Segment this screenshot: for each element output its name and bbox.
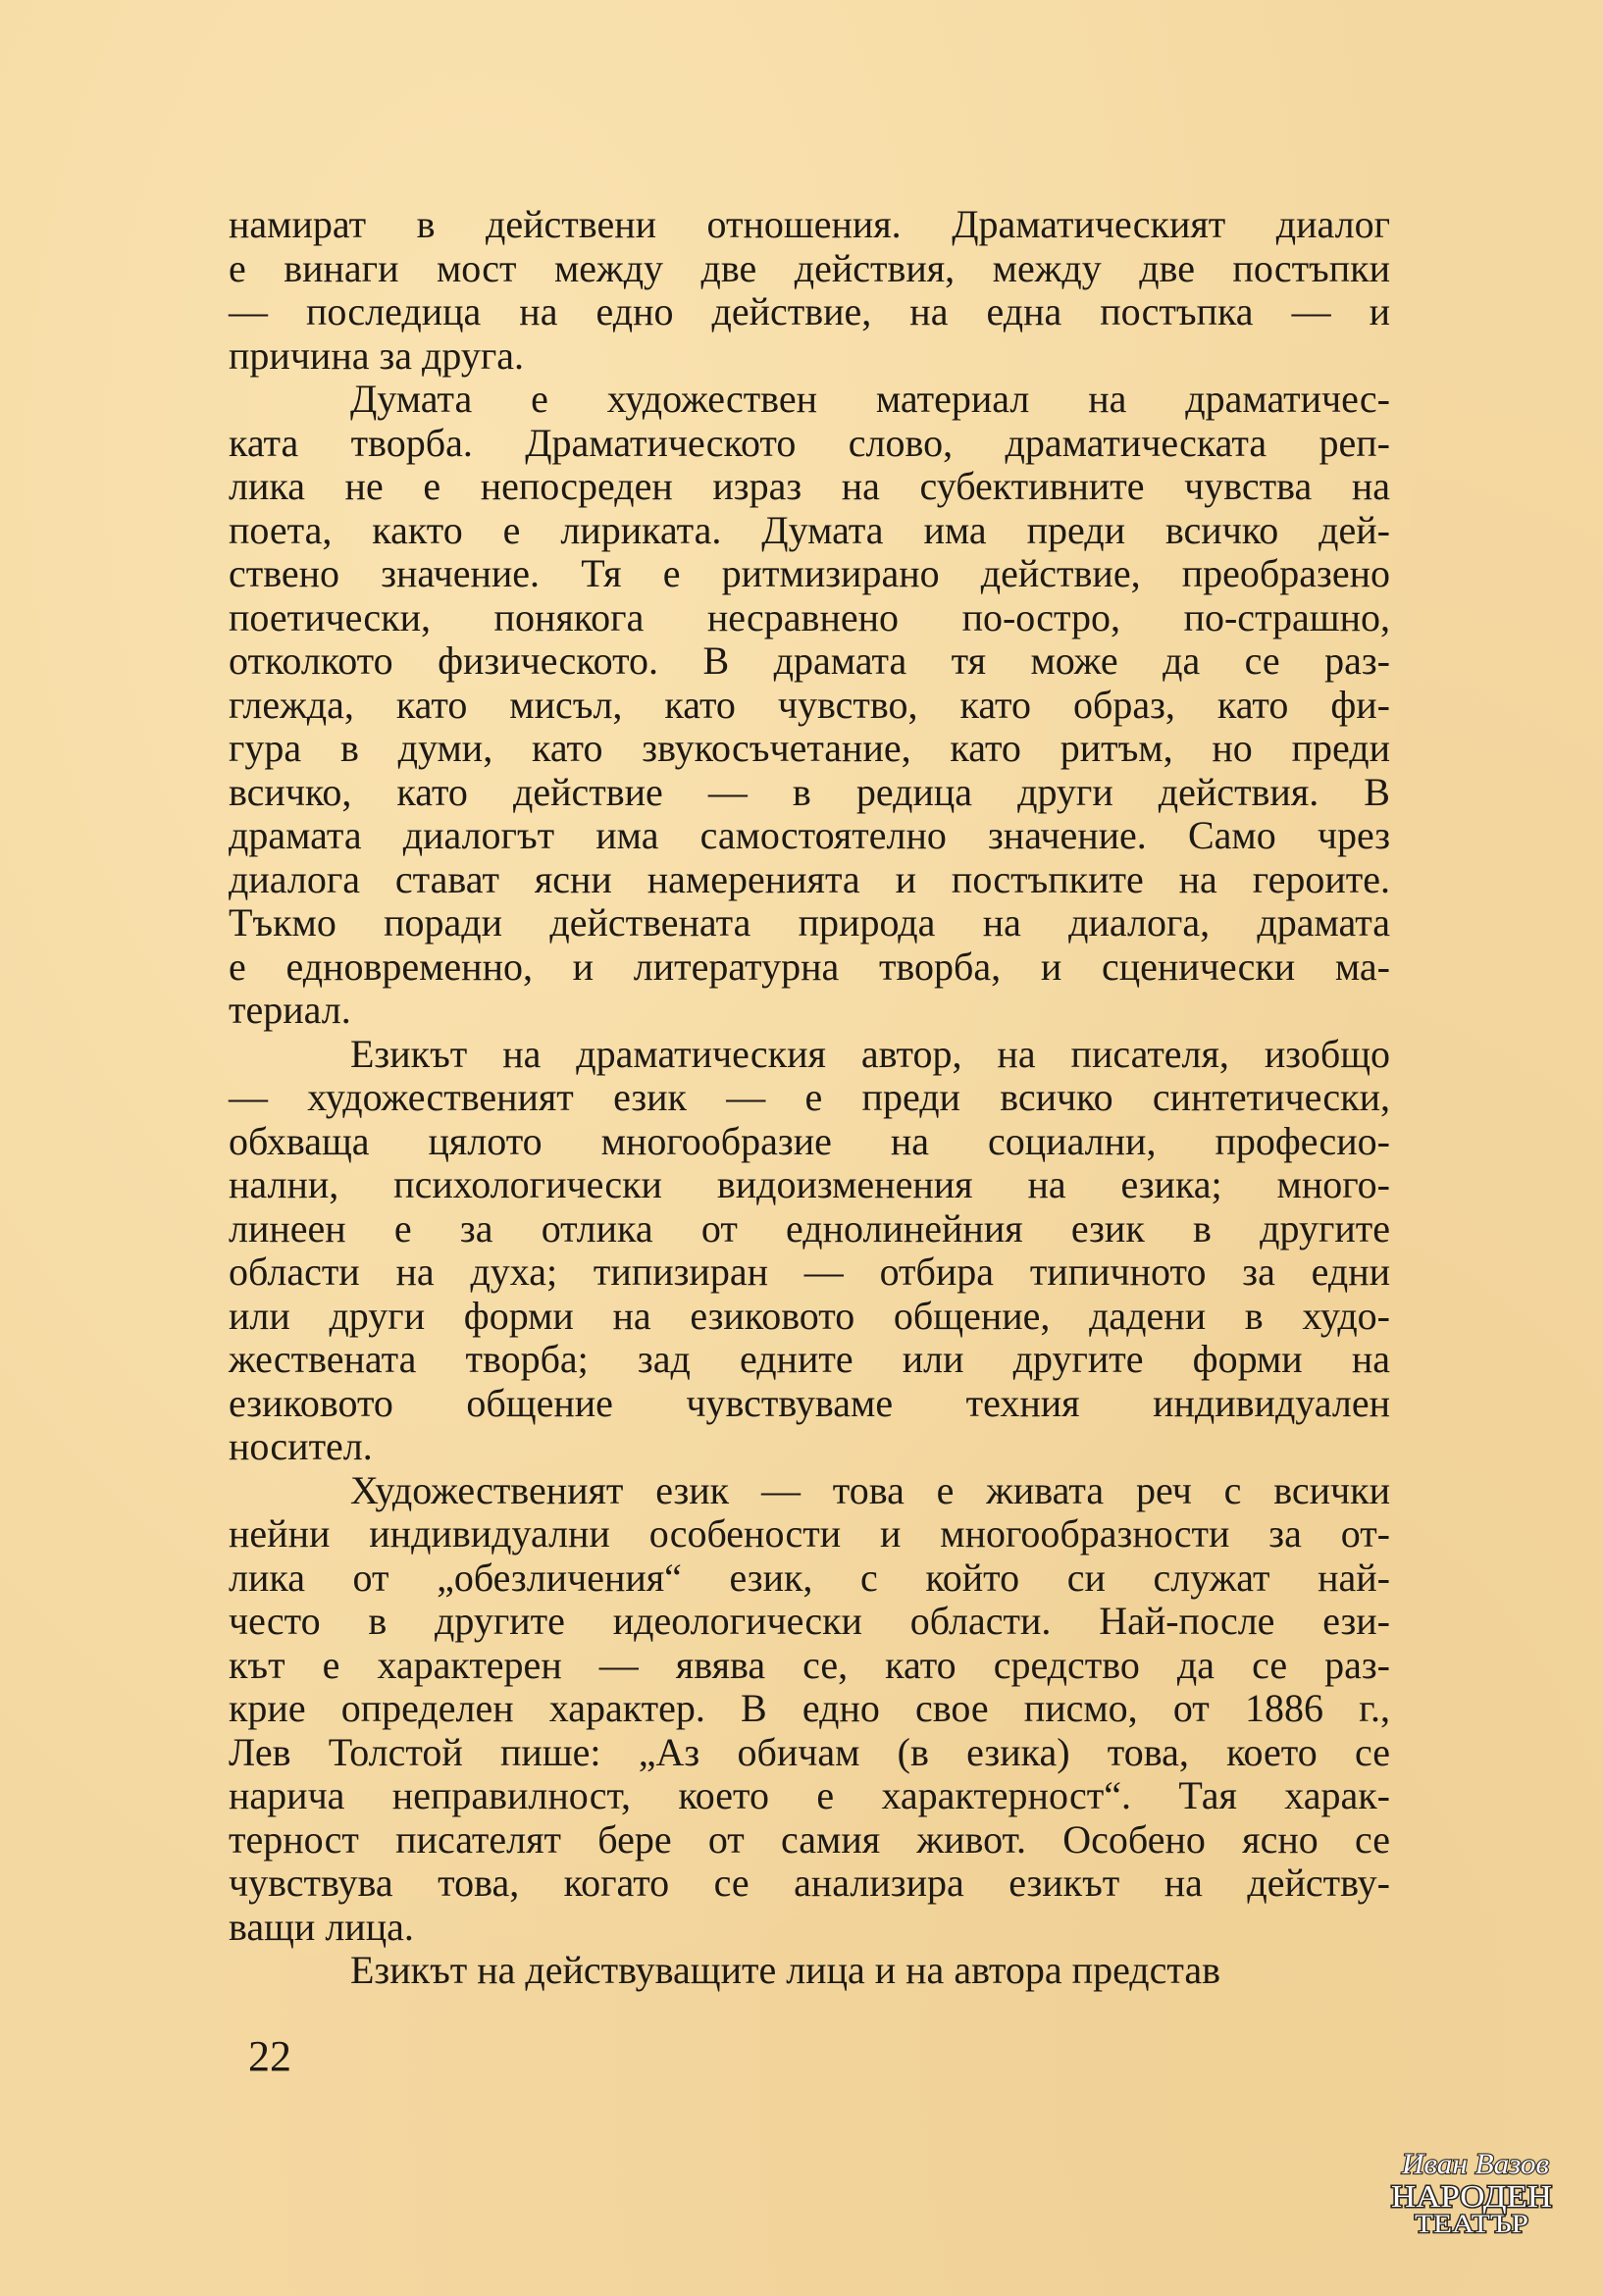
text-line: гура в думи, като звукосъчетание, като ритъм, но преди [229,726,1390,770]
paragraph-start-line: Художественият език — това е живата реч с всички [350,1467,1390,1512]
text-line: Лев Толстой пише: „Аз обичам (в езика) това, което се [229,1729,1390,1774]
logo-line-1: НАРОДЕН [1391,2178,1552,2214]
text-line: жествената творба; зад едните или другите форми на [229,1337,1390,1381]
text-line: — последица на едно действие, на една постъпка — и [229,289,1390,333]
text-line: лика не е непосреден израз на субективните чувства на [229,464,1390,508]
text-line: ката творба. Драматическото слово, драматическата реп- [229,420,1390,465]
text-line: поета, както е лириката. Думата има преди всичко дей- [229,507,1390,552]
body-text [229,203,1390,1993]
logo-script-text: Иван Вазов [1400,2148,1549,2180]
paragraph-start-line: Езикът на драматическия автор, на писателя, изобщо [350,1031,1390,1076]
text-line: е едновременно, и литературна творба, и сценически ма- [229,944,1390,989]
text-line: глежда, като мисъл, като чувство, като образ, като фи- [229,682,1390,727]
paragraph-start-line: Думата е художествен материал на драматичес- [350,377,1390,421]
text-line: езиковото общение чувствуваме техния индивидуален [229,1380,1390,1425]
text-line: драмата диалогът има самостоятелно значение. Само чрез [229,813,1390,857]
text-line: поетически, понякога несравнено по-остро, по-страшно, [229,594,1390,639]
text-line: ващи лица. [229,1904,414,1949]
text-line: крие определен характер. В едно свое писмо, от 1886 г., [229,1686,1390,1730]
text-line: обхваща цялото многообразие на социални, професио- [229,1118,1390,1163]
text-line: или други форми на езиковото общение, дадени в худо- [229,1293,1390,1338]
paragraph-start-line: Езикът на действуващите лица и на автора представ [350,1948,1221,1992]
text-line: ствено значение. Тя е ритмизирано действие, преобразено [229,551,1390,595]
text-line: чувствува това, когато се анализира езикът на действу- [229,1861,1390,1905]
text-line: отколкото физическото. В драмата тя може да се раз- [229,638,1390,683]
page-number: 22 [248,2032,291,2080]
theatre-logo-graphic [1385,2144,1558,2238]
text-line: диалога стават ясни намеренията и постъпките на героите. [229,856,1390,901]
text-line: териал. [229,988,351,1032]
text-line: — художественият език — е преди всичко синтетически, [229,1075,1390,1119]
text-line: кът е характерен — явява се, като средство да се раз- [229,1642,1390,1687]
text-line: нейни индивидуални особености и многообразности за от- [229,1511,1390,1556]
text-line: области на духа; типизиран — отбира типичното за едни [229,1250,1390,1294]
text-line: намират в действени отношения. Драматическият диалог [229,202,1390,246]
text-line: причина за друга. [229,332,525,378]
text-line: терност писателят бере от самия живот. Особено ясно се [229,1816,1390,1862]
text-line: често в другите идеологически области. Най-после ези- [229,1599,1390,1643]
text-line: всичко, като действие — в редица други действия. В [229,769,1390,814]
logo-line-2: ТЕАТЪР [1415,2210,1528,2238]
text-line: е винаги мост между две действия, между две постъпки [229,245,1390,290]
text-line: линеен е за отлика от еднолинейния език в другите [229,1205,1390,1250]
text-line: носител. [229,1424,373,1468]
text-line: лика от „обезличения“ език, с който си служат най- [229,1555,1390,1600]
national-theatre-logo [1385,2144,1558,2238]
text-line: нарича неправилност, което е характерност“. Тая харак- [229,1773,1390,1817]
text-line: нални, психологически видоизменения на езика; много- [229,1162,1390,1206]
text-line: Тъкмо поради действената природа на диалога, драмата [229,900,1390,944]
